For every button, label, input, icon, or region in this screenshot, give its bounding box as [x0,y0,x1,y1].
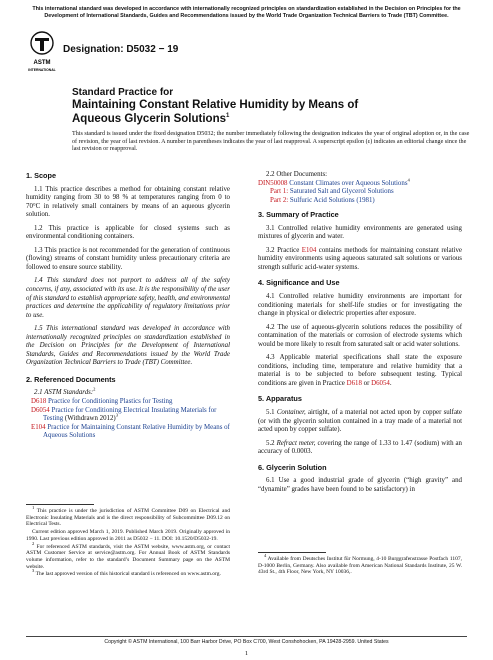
footnote-2: $^2$ For referenced ASTM standards, visit the ASTM website, www.astm.org, or contact ASTM Customer Service at service@astm.org. For Annual Book of ASTM Standards volume information, refer to the standard’s Document Summary page on the ASTM website. [26,540,231,570]
other-documents-label: 2.2 Other Documents: [266,171,328,178]
section-apparatus-heading: 5. Apparatus [258,394,302,404]
summary-3-1: 3.1 Controlled relative humidity environments are generated using mixtures of glycerin and water. [258,224,462,241]
astm-standards-label: 2.1 ASTM Standards:$^2$ [34,387,96,397]
significance-4-2: 4.2 The use of aqueous-glycerin solutions reduces the possibility of contamination of the materials or corrosion of electrode systems which would be more likely to result from saturated salt or acid water solutions. [258,323,462,348]
significance-4-3: 4.3 Applicable material specifications shall state the exposure conditions, including time, temperature and relative humidity that a material is to be subjected to before subsequent testing. Typical conditions are given in Practice D618 or D6054. [258,354,462,387]
standard-note: This standard is issued under the fixed designation D5032; the number immediately following the designation indicates the year of original adoption or, in the case of revision, the year of last revision. A number in parentheses indicates the year of last reapproval. A superscript epsilon (ε) indicates an editorial change since the last revision or reapproval. [72,131,470,153]
ref-d6054[interactable]: D6054 Practice for Conditioning Electrical Insulating Materials for Testing (Withdrawn 2012)$^3$ [31,406,217,423]
scope-1-3: 1.3 This practice is not recommended for the generation of continuous (flowing) streams of constant humidity unless precautionary criteria are followed to ensure source stability. [26,246,230,271]
scope-1-2: 1.2 This practice is applicable for closed systems such as environmental conditioning containers. [26,224,230,241]
section-referenced-heading: 2. Referenced Documents [26,374,116,384]
svg-text:ASTM: ASTM [33,60,51,66]
link-d6054[interactable]: D6054 [371,379,390,387]
page-number: 1 [244,650,249,657]
apparatus-5-2: 5.2 Refract meter, covering the range of 1.33 to 1.47 (sodium) with an accuracy of 0.0003. [258,439,462,456]
link-e104[interactable]: E104 [301,246,317,254]
title-block [72,87,358,126]
scope-1-5: 1.5 This international standard was developed in accordance with internationally recognized principles on standardization established in the Decision on Principles for the Development of International Standards, Guides and Recommendations issued by the World Trade Organization Technical Barriers to Trade (TBT) Committee. [26,325,230,367]
footnote-right [258,553,462,577]
apparatus-5-1: 5.1 Container, airtight, of a material not acted upon by copper sulfate (or with the glycerin solution contained in a tray made of a material not acted upon by copper sulfate). [258,409,462,434]
summary-3-2: 3.2 Practice E104 contains methods for maintaining constant relative humidity environments using aqueous saturated salt solutions or various strength sulfuric acid-water systems. [258,246,462,271]
ref-d618[interactable]: D618 Practice for Conditioning Plastics for Testing [31,398,173,406]
copyright-footer: Copyright © ASTM International, 100 Barr Harbor Drive, PO Box C700, West Conshohocken, PA 19428-2959. United States [104,639,389,645]
ref-e104[interactable]: E104 Practice for Maintaining Constant Relative Humidity by Means of Aqueous Solutions [31,423,230,440]
ref-din50008[interactable]: DIN50008 Constant Climates over Aqueous Solutions$^4$ [258,177,410,187]
title-line1: Standard Practice for [72,87,174,98]
footnote-4: $^4$ Available from Deutsches Institut für Normung, 4-10 Burggrafenstrasse Postfach 1107, D-1000 Berlin, Germany. Also available from American National Standards Institute, 25 W. 43rd St., 4th Floor, New York, NY 10036,. [258,553,462,576]
right-column [258,171,462,499]
standard-notice: This international standard was developed in accordance with internationally recognized principles on standardization established in the Decision on Principles for the Development of International Standards, Guides and Recommendations issued by the World Trade Organization Technical Barriers to Trade (TBT) Committee. [32,6,461,19]
ref-part1[interactable]: Part 1: Saturated Salt and Glycerol Solutions [270,188,394,196]
footnote-3: $^3$ The last approved version of this historical standard is referenced on www.astm.org. [32,568,221,578]
link-d618[interactable]: D618 [346,379,362,387]
footnote-rule-left [26,504,94,505]
section-glycerin-heading: 6. Glycerin Solution [258,462,327,472]
ref-part2[interactable]: Part 2: Sulfuric Acid Solutions (1981) [270,196,375,204]
footnote-1: $^1$ This practice is under the jurisdiction of ASTM Committee D09 on Electrical and Electronic Insulating Materials and is the direct responsibility of Subcommittee D09.12 on Electrical Tests. [26,505,230,528]
section-significance-heading: 4. Significance and Use [258,278,340,288]
left-column [26,172,230,441]
footnote-1b: Current edition approved March 1, 2019. Published March 2019. Originally approved in 1990. Last previous edition approved in 2011 as D5032 − 11. DOI: 10.1520/D5032-19. [26,529,230,542]
designation: Designation: D5032 − 19 [63,44,179,55]
astm-logo [30,30,54,76]
section-summary-heading: 3. Summary of Practice [258,210,339,220]
logo-text: INTERNATIONAL [28,68,56,72]
title-line2: Maintaining Constant Relative Humidity by Means of [72,99,359,111]
scope-1-4: 1.4 This standard does not purport to address all of the safety concerns, if any, associated with its use. It is the responsibility of the user of this standard to establish appropriate safety, health, and environmental practices and determine the applicability of regulatory limitations prior to use. [26,277,230,319]
glycerin-6-1: 6.1 Use a good industrial grade of glycerin (“high gravity” and “dynamite” grades have been found to be satisfactory) in [258,477,462,493]
scope-1-1: 1.1 This practice describes a method for obtaining constant relative humidity ranging from 30 to 98 % at temperatures ranging from 0 to 70°C in relatively small containers by means of an aqueous glycerin solution. [26,185,230,219]
footnote-rule-right [258,552,326,553]
section-scope-heading: 1. Scope [26,171,57,180]
title-line3: Aqueous Glycerin Solutions$^1$ [72,112,230,125]
significance-4-1: 4.1 Controlled relative humidity environments are important for conditioning materials for shelf-life studies or for investigating the change in physical or dielectric properties after exposure. [258,293,462,318]
footnotes-left [26,505,231,579]
footer-rule [26,636,467,637]
